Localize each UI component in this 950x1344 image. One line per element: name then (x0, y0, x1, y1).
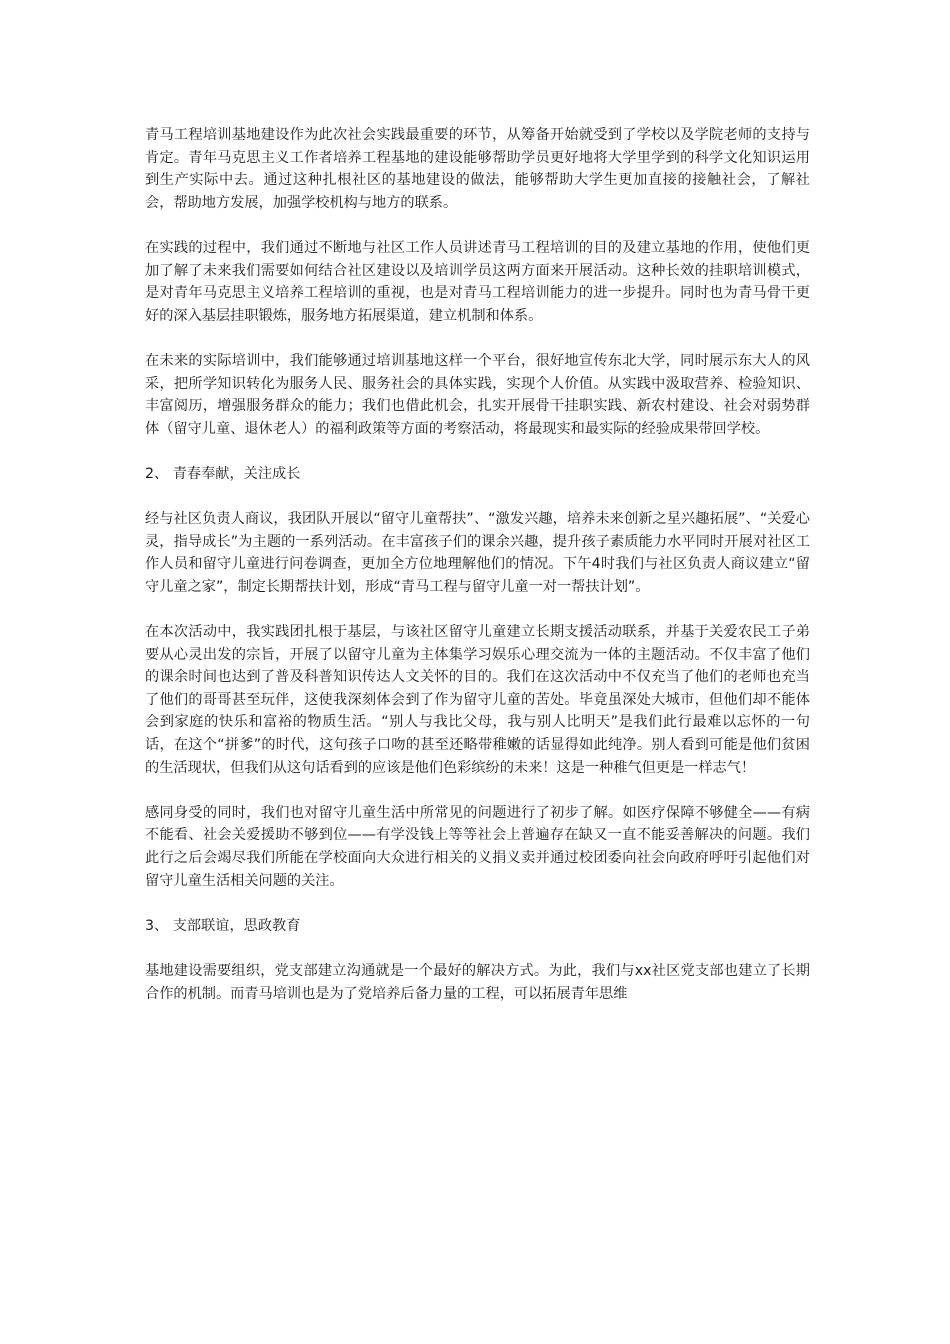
document-body (145, 124, 810, 1028)
paragraph-base-construction: 青马工程培训基地建设作为此次社会实践最重要的环节，从筹备开始就受到了学校以及学院老师的支持与肯定。青年马克思主义工作者培养工程基地的建设能够帮助学员更好地将大学里学到的科学文化知识运用到生产实际中去。通过这种扎根社区的基地建设的做法，能够帮助大学生更加直接的接触社会，了解社会，帮助地方发展，加强学校机构与地方的联系。 (145, 127, 810, 211)
paragraph-problems-understanding: 感同身受的同时，我们也对留守儿童生活中所常见的问题进行了初步了解。如医疗保障不够健全——有病不能看、社会关爱援助不够到位——有学没钱上等等社会上普遍存在缺又一直不能妥善解决的问题。我们此行之后会竭尽我们所能在学校面向大众进行相关的义捐义卖并通过校团委向社会向政府呼吁引起他们对留守儿童生活相关问题的关注。 (145, 804, 810, 889)
paragraph-future-training: 在未来的实际培训中，我们能够通过培训基地这样一个平台，很好地宣传东北大学，同时展示东大人的风采，把所学知识转化为服务人民、服务社会的具体实践，实现个人价值。从实践中汲取营养、检验知识、丰富阅历，增强服务群众的能力；我们也借此机会，扎实开展骨干挂职实践、新农村建设、社会对弱势群体（留守儿童、退休老人）的福利政策等方面的考察活动，将最现实和最实际的经验成果带回学校。 (145, 352, 810, 437)
section-heading-3: 3、 支部联谊，思政教育 (145, 917, 301, 934)
paragraph-activity-reflection: 在本次活动中，我实践团扎根于基层，与该社区留守儿童建立长期支援活动联系，并基于关爱农民工子弟要从心灵出发的宗旨，开展了以留守儿童为主体集学习娱乐心理交流为一体的主题活动。不仅丰富了他们的课余时间也达到了普及科普知识传达人文关怀的目的。我们在这次活动中不仅充当了他们的老师也充当了他们的哥哥甚至玩伴，这使我深刻体会到了作为留守儿童的苦处。毕竟虽深处大城市，但他们却不能体会到家庭的快乐和富裕的物质生活。“别人与我比父母，我与别人比明天”是我们此行最难以忘怀的一句话，在这个“拼爹”的时代，这句孩子口吻的甚至还略带稚嫩的话显得如此纯净。别人看到可能是他们贫困的生活现状，但我们从这句话看到的应该是他们色彩缤纷的未来！这是一种稚气但更是一样志气！ (145, 624, 810, 776)
paragraph-practice-process: 在实践的过程中，我们通过不断地与社区工作人员讲述青马工程培训的目的及建立基地的作用，使他们更加了解了未来我们需要如何结合社区建设以及培训学员这两方面来开展活动。这种长效的挂职培训模式，是对青年马克思主义培养工程培训的重视，也是对青马工程培训能力的进一步提升。同时也为青马骨干更好的深入基层挂职锻炼，服务地方拓展渠道，建立机制和体系。 (145, 239, 810, 324)
section-heading-2: 2、 青春奉献，关注成长 (145, 465, 301, 482)
paragraph-party-branch: 基地建设需要组织，党支部建立沟通就是一个最好的解决方式。为此，我们与xx社区党支部也建立了长期合作的机制。而青马培训也是为了党培养后备力量的工程，可以拓展青年思维 (145, 962, 810, 1002)
paragraph-community-negotiation: 经与社区负责人商议，我团队开展以“留守儿童帮扶”、“激发兴趣，培养未来创新之星兴趣拓展”、“关爱心灵，指导成长”为主题的一系列活动。在丰富孩子们的课余兴趣，提升孩子素质能力水平同时开展对社区工作人员和留守儿童进行问卷调查，更加全方位地理解他们的情况。下午4时我们与社区负责人商议建立“留守儿童之家”，制定长期帮扶计划，形成“青马工程与留守儿童一对一帮扶计划”。 (145, 511, 810, 595)
